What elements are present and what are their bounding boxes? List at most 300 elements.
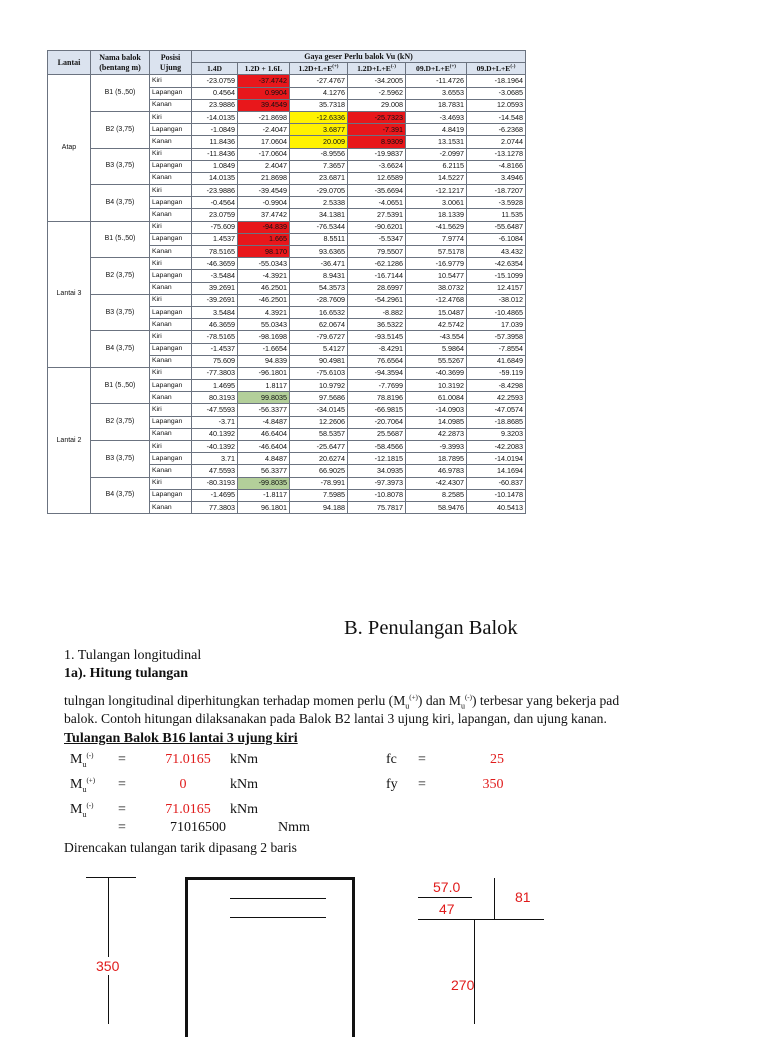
position-cell: Kiri [150,221,192,233]
value-cell: -93.5145 [348,331,406,343]
value-cell: -20.7064 [348,416,406,428]
value-cell: 2.5338 [290,197,348,209]
value-cell: 8.9431 [290,270,348,282]
value-cell: 97.5686 [290,392,348,404]
value-cell: -3.5928 [467,197,526,209]
value-cell: 34.0935 [348,465,406,477]
value-cell: 76.6564 [348,355,406,367]
table-row [48,404,526,416]
value-cell: 3.5484 [192,306,238,318]
value-cell: 0.9904 [238,87,290,99]
table-row [48,331,526,343]
value-cell: -12.1217 [406,185,467,197]
mu-design-eq: = [118,802,126,817]
value-cell: 20.009 [290,136,348,148]
value-cell: 5.9864 [406,343,467,355]
value-cell: -34.0145 [290,404,348,416]
value-cell: 18.1339 [406,209,467,221]
position-cell: Kiri [150,185,192,197]
position-cell: Kiri [150,404,192,416]
value-cell: 42.2593 [467,392,526,404]
value-cell: -47.0574 [467,404,526,416]
value-cell: 11.535 [467,209,526,221]
position-cell: Kiri [150,111,192,123]
value-cell: -6.1084 [467,233,526,245]
value-cell: -4.0651 [348,197,406,209]
dim-top-tick [86,877,136,878]
value-cell: -3.71 [192,416,238,428]
value-cell: 20.6274 [290,453,348,465]
value-cell: -10.1478 [467,489,526,501]
value-cell: -42.6354 [467,258,526,270]
value-cell: 38.0732 [406,282,467,294]
table-row [48,75,526,87]
value-cell: -57.3958 [467,331,526,343]
table-row [48,477,526,489]
mu-plus-value: 0 [179,777,187,792]
value-cell: 8.5511 [290,233,348,245]
position-cell: Lapangan [150,124,192,136]
position-cell: Kanan [150,428,192,440]
value-cell: 8.2585 [406,489,467,501]
value-cell: -42.2083 [467,441,526,453]
floor-cell: Lantai 3 [48,221,91,367]
value-cell: 0.4564 [192,87,238,99]
reinforcement-note: Direncakan tulangan tarik dipasang 2 baris [64,840,297,855]
shear-force-table [47,50,526,514]
value-cell: 40.1392 [192,428,238,440]
beam-name-cell: B3 (3,75) [91,441,150,478]
beam-cross-section [185,877,355,1037]
value-cell: -55.6487 [467,221,526,233]
value-cell: -16.7144 [348,270,406,282]
dim-81-vertical [494,878,495,919]
position-cell: Lapangan [150,453,192,465]
value-cell: -25.6477 [290,441,348,453]
value-cell: 3.4946 [467,172,526,184]
value-cell: 1.8117 [238,380,290,392]
beam-heading: Tulangan Balok B16 lantai 3 ujung kiri [64,731,298,746]
mu-design-value: 71.0165 [165,802,211,817]
value-cell: -13.1278 [467,148,526,160]
value-cell: -46.2501 [238,294,290,306]
value-cell: 3.0061 [406,197,467,209]
value-cell: -2.4047 [238,124,290,136]
value-cell: -0.4564 [192,197,238,209]
value-cell: -6.2368 [467,124,526,136]
value-cell: 56.3377 [238,465,290,477]
value-cell: 93.6365 [290,246,348,258]
value-cell: -36.471 [290,258,348,270]
value-cell: -3.5484 [192,270,238,282]
beam-name-cell: B2 (3,75) [91,258,150,295]
value-cell: 10.5477 [406,270,467,282]
mu-plus-unit: kNm [230,777,258,792]
position-cell: Kiri [150,477,192,489]
value-cell: 39.4549 [238,99,290,111]
value-cell: 41.6849 [467,355,526,367]
value-cell: 35.7318 [290,99,348,111]
fc-value: 25 [490,752,504,767]
position-cell: Kiri [150,75,192,87]
position-cell: Kanan [150,172,192,184]
col-header-nama-balok: Nama balok (bentang m) [91,51,150,75]
position-cell: Kiri [150,331,192,343]
value-cell: -8.4298 [467,380,526,392]
dim-81-label: 81 [515,889,531,905]
value-cell: 11.8436 [192,136,238,148]
value-cell: 2.0744 [467,136,526,148]
value-cell: -4.8487 [238,416,290,428]
col-header-lantai: Lantai [48,51,91,75]
value-cell: 18.7831 [406,99,467,111]
value-cell: -55.0343 [238,258,290,270]
value-cell: 3.6553 [406,87,467,99]
value-cell: 28.6997 [348,282,406,294]
value-cell: -1.4537 [192,343,238,355]
value-cell: -7.8554 [467,343,526,355]
position-cell: Lapangan [150,233,192,245]
value-cell: 25.5687 [348,428,406,440]
dim-line-57 [418,897,472,898]
value-cell: 18.7895 [406,453,467,465]
beam-name-cell: B2 (3,75) [91,111,150,148]
value-cell: -3.6624 [348,160,406,172]
value-cell: -78.991 [290,477,348,489]
value-cell: -59.119 [467,367,526,379]
value-cell: -27.4767 [290,75,348,87]
position-cell: Kanan [150,136,192,148]
value-cell: 12.0593 [467,99,526,111]
fy-value: 350 [482,777,504,792]
position-cell: Kanan [150,209,192,221]
value-cell: -17.0604 [238,148,290,160]
position-cell: Lapangan [150,270,192,282]
value-cell: 78.5165 [192,246,238,258]
value-cell: 17.039 [467,319,526,331]
value-cell: 43.432 [467,246,526,258]
table-row [48,258,526,270]
beam-name-cell: B4 (3,75) [91,477,150,514]
value-cell: -10.4865 [467,306,526,318]
position-cell: Lapangan [150,197,192,209]
table-row [48,111,526,123]
value-cell: 8.9309 [348,136,406,148]
value-cell: 75.609 [192,355,238,367]
value-cell: 58.9476 [406,501,467,513]
value-cell: -8.882 [348,306,406,318]
value-cell: -80.3193 [192,477,238,489]
beam-name-cell: B1 (5.,50) [91,367,150,404]
value-cell: 42.2873 [406,428,467,440]
value-cell: -38.012 [467,294,526,306]
value-cell: -1.0849 [192,124,238,136]
dim-57-label: 57.0 [433,879,461,895]
value-cell: -14.548 [467,111,526,123]
value-cell: -16.9779 [406,258,467,270]
sub-heading-hitung: 1a). Hitung tulangan [64,666,189,681]
value-cell: -14.0194 [467,453,526,465]
value-cell: 4.8487 [238,453,290,465]
value-cell: -8.4291 [348,343,406,355]
value-cell: -90.6201 [348,221,406,233]
position-cell: Kanan [150,282,192,294]
value-cell: 96.1801 [238,501,290,513]
value-cell: -76.5344 [290,221,348,233]
rebar-row-2 [230,917,326,918]
value-cell: -79.6727 [290,331,348,343]
value-cell: 1.4695 [192,380,238,392]
value-cell: 10.3192 [406,380,467,392]
dim-height-label: 350 [96,958,120,974]
value-cell: -7.7699 [348,380,406,392]
col-header-combo-5: 09.D+L+E(-) [467,63,526,75]
value-cell: 2.4047 [238,160,290,172]
value-cell: 1.0849 [192,160,238,172]
value-cell: -35.6694 [348,185,406,197]
value-cell: -12.1815 [348,453,406,465]
paragraph-line-2: balok. Contoh hitungan dilaksanakan pada Balok B2 lantai 3 ujung kiri, lapangan, dan ujung kanan. [64,711,607,726]
value-cell: -28.7609 [290,294,348,306]
position-cell: Lapangan [150,380,192,392]
value-cell: -1.4695 [192,489,238,501]
mu-design-label: $M_u^{(-)}$ [70,801,94,819]
value-cell: 16.6532 [290,306,348,318]
position-cell: Kiri [150,148,192,160]
col-header-combo-4: 09.D+L+E(+) [406,63,467,75]
value-cell: 99.8035 [238,392,290,404]
value-cell: 40.5413 [467,501,526,513]
value-cell: 6.2115 [406,160,467,172]
value-cell: 23.6871 [290,172,348,184]
value-cell: -4.8166 [467,160,526,172]
value-cell: 94.188 [290,501,348,513]
value-cell: -75.609 [192,221,238,233]
position-cell: Lapangan [150,160,192,172]
position-cell: Lapangan [150,416,192,428]
position-cell: Kanan [150,501,192,513]
position-cell: Kanan [150,319,192,331]
value-cell: -94.3594 [348,367,406,379]
value-cell: 80.3193 [192,392,238,404]
sub-heading: 1. Tulangan longitudinal [64,648,202,663]
value-cell: 3.71 [192,453,238,465]
value-cell: -8.9556 [290,148,348,160]
value-cell: -58.4566 [348,441,406,453]
mu-minus-eq: = [118,752,126,767]
position-cell: Kanan [150,392,192,404]
value-cell: -39.4549 [238,185,290,197]
value-cell: -14.0903 [406,404,467,416]
beam-name-cell: B4 (3,75) [91,185,150,222]
value-cell: 23.9886 [192,99,238,111]
value-cell: 13.1531 [406,136,467,148]
value-cell: -18.1964 [467,75,526,87]
mu-minus-unit: kNm [230,752,258,767]
value-cell: -0.9904 [238,197,290,209]
position-cell: Kiri [150,441,192,453]
value-cell: -94.839 [238,221,290,233]
value-cell: -99.8035 [238,477,290,489]
paragraph-line-1: tulngan longitudinal diperhitungkan terhadap momen perlu $(M_u^{(+)})$ dan $M_u^{(-)}$) terbesar yang bekerja pad [64,693,620,711]
dim-270-vertical [474,920,475,1024]
value-cell: 42.5742 [406,319,467,331]
value-cell: -12.6336 [290,111,348,123]
value-cell: 55.5267 [406,355,467,367]
value-cell: -96.1801 [238,367,290,379]
value-cell: -1.6654 [238,343,290,355]
value-cell: -46.3659 [192,258,238,270]
value-cell: -43.554 [406,331,467,343]
value-cell: 5.4127 [290,343,348,355]
value-cell: -60.837 [467,477,526,489]
position-cell: Kiri [150,294,192,306]
mu-plus-label: $M_u^{(+)}$ [70,776,96,794]
col-header-combo-0: 1.4D [192,63,238,75]
value-cell: 14.0135 [192,172,238,184]
value-cell: 77.3803 [192,501,238,513]
value-cell: 54.3573 [290,282,348,294]
value-cell: 36.5322 [348,319,406,331]
fc-eq: = [418,752,426,767]
col-header-combo-2: 1.2D+L+E(+) [290,63,348,75]
value-cell: 17.0604 [238,136,290,148]
value-cell: -7.391 [348,124,406,136]
value-cell: 4.3921 [238,306,290,318]
value-cell: -40.1392 [192,441,238,453]
value-cell: 27.5391 [348,209,406,221]
col-header-posisi: Posisi Ujung [150,51,192,75]
section-title: B. Penulangan Balok [344,617,518,639]
value-cell: 46.6404 [238,428,290,440]
value-cell: 1.665 [238,233,290,245]
col-header-combo-3: 1.2D+L+E(-) [348,63,406,75]
value-cell: -42.4307 [406,477,467,489]
position-cell: Lapangan [150,343,192,355]
value-cell: -56.3377 [238,404,290,416]
dim-height-line [108,878,109,1024]
value-cell: 7.9774 [406,233,467,245]
value-cell: -40.3699 [406,367,467,379]
value-cell: -54.2961 [348,294,406,306]
value-cell: -23.9886 [192,185,238,197]
fy-label: fy [386,777,398,792]
value-cell: 12.6589 [348,172,406,184]
table-row [48,294,526,306]
value-cell: 21.8698 [238,172,290,184]
position-cell: Lapangan [150,489,192,501]
value-cell: 46.2501 [238,282,290,294]
beam-name-cell: B2 (3,75) [91,404,150,441]
value-cell: -11.8436 [192,148,238,160]
value-cell: -3.0685 [467,87,526,99]
value-cell: -34.2005 [348,75,406,87]
table-row [48,441,526,453]
value-cell: 79.5507 [348,246,406,258]
dim-270-label: 270 [451,977,475,993]
value-cell: 14.1694 [467,465,526,477]
value-cell: -37.4742 [238,75,290,87]
value-cell: 66.9025 [290,465,348,477]
mu-nmm-value: 71016500 [170,820,226,835]
beam-name-cell: B1 (5.,50) [91,221,150,258]
mu-minus-label: $M_u^{(-)}$ [70,751,94,769]
value-cell: -4.3921 [238,270,290,282]
value-cell: -3.4693 [406,111,467,123]
value-cell: 10.9792 [290,380,348,392]
value-cell: -23.0759 [192,75,238,87]
position-cell: Kanan [150,465,192,477]
table-row [48,185,526,197]
value-cell: 46.9783 [406,465,467,477]
value-cell: 9.3203 [467,428,526,440]
table-row [48,367,526,379]
value-cell: -21.8698 [238,111,290,123]
mu-plus-eq: = [118,777,126,792]
value-cell: -12.4768 [406,294,467,306]
position-cell: Kanan [150,99,192,111]
value-cell: 3.6877 [290,124,348,136]
value-cell: 29.008 [348,99,406,111]
rebar-row-1 [230,898,326,899]
value-cell: 57.5178 [406,246,467,258]
value-cell: -41.5629 [406,221,467,233]
value-cell: -62.1286 [348,258,406,270]
value-cell: 94.839 [238,355,290,367]
value-cell: 7.3657 [290,160,348,172]
position-cell: Lapangan [150,306,192,318]
value-cell: 55.0343 [238,319,290,331]
value-cell: 14.5227 [406,172,467,184]
position-cell: Kiri [150,258,192,270]
mu-minus-value: 71.0165 [165,752,211,767]
position-cell: Kanan [150,246,192,258]
col-header-combo-1: 1.2D + 1.6L [238,63,290,75]
value-cell: 98.170 [238,246,290,258]
value-cell: 4.1276 [290,87,348,99]
mu-nmm-unit: Nmm [278,820,310,835]
value-cell: -1.8117 [238,489,290,501]
value-cell: -66.9815 [348,404,406,416]
value-cell: -2.5962 [348,87,406,99]
mu-design-unit: kNm [230,802,258,817]
beam-name-cell: B1 (5.,50) [91,75,150,112]
value-cell: 34.1381 [290,209,348,221]
value-cell: 12.2606 [290,416,348,428]
value-cell: -2.0997 [406,148,467,160]
value-cell: 47.5593 [192,465,238,477]
value-cell: 61.0084 [406,392,467,404]
dim-line-bottom [418,919,544,920]
value-cell: -15.1099 [467,270,526,282]
value-cell: -9.3993 [406,441,467,453]
fc-label: fc [386,752,397,767]
value-cell: -19.9837 [348,148,406,160]
value-cell: -18.7207 [467,185,526,197]
col-header-group-shear: Gaya geser Perlu balok Vu (kN) [192,51,526,63]
beam-name-cell: B4 (3,75) [91,331,150,368]
value-cell: 39.2691 [192,282,238,294]
position-cell: Kanan [150,355,192,367]
value-cell: 7.5985 [290,489,348,501]
value-cell: -29.0705 [290,185,348,197]
value-cell: -77.3803 [192,367,238,379]
table-row [48,221,526,233]
position-cell: Kiri [150,367,192,379]
value-cell: 62.0674 [290,319,348,331]
value-cell: -5.5347 [348,233,406,245]
value-cell: 14.0985 [406,416,467,428]
